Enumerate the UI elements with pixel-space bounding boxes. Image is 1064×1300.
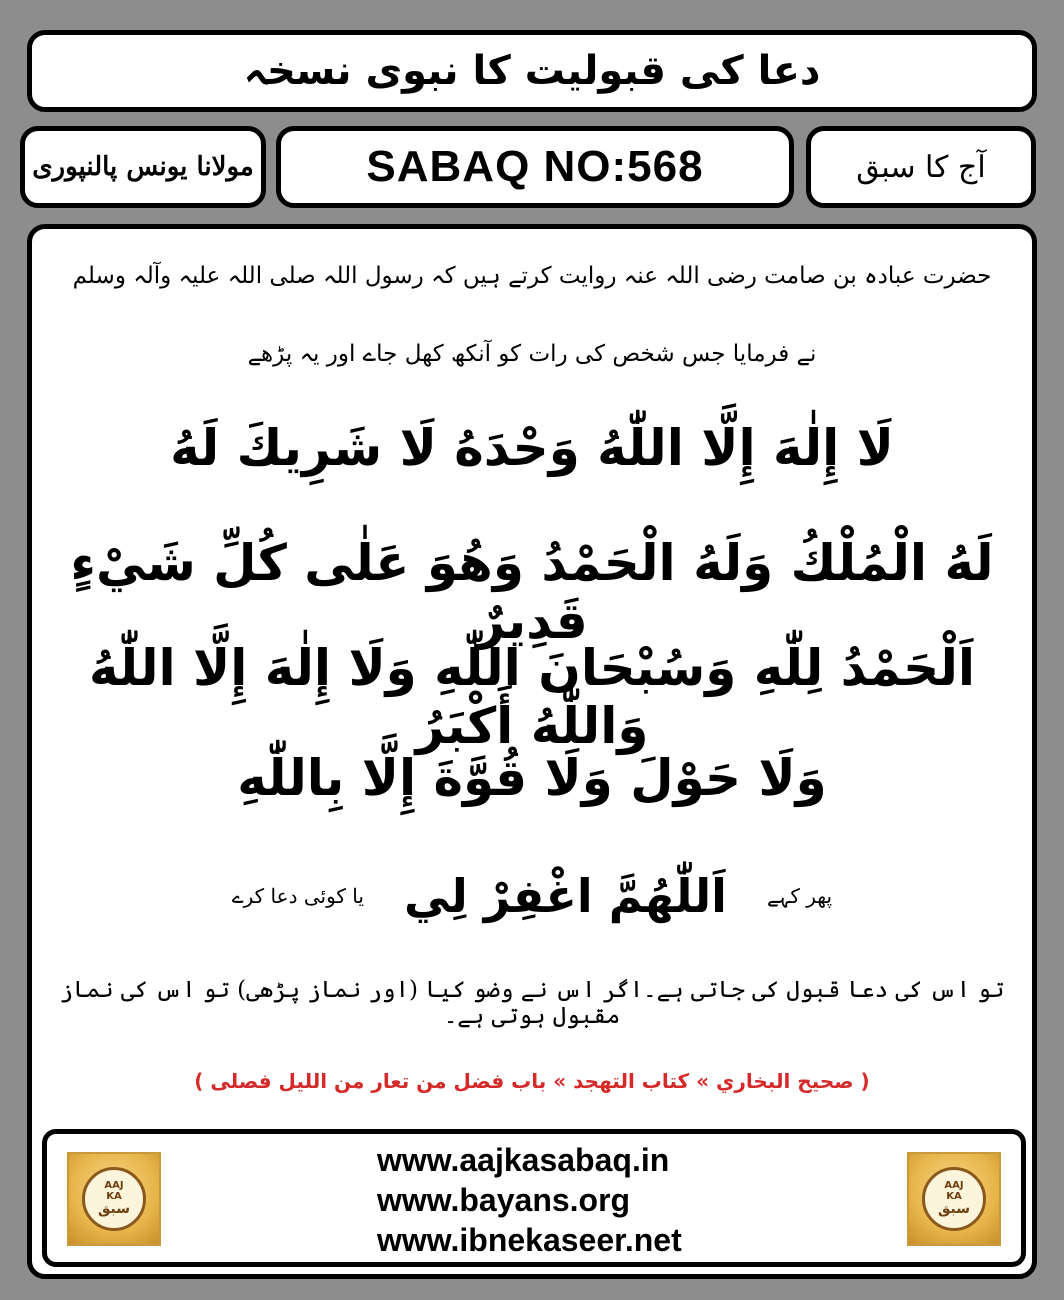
result-text: تو اس کی دعا قبول کی جاتی ہے۔اگر اس نے وضو کیا (اور نماز پڑھی) تو اس کی نماز مقبول ہوتی ہے۔ xyxy=(59,977,1005,1029)
arabic-line-2: لَهُ الْمُلْكُ وَلَهُ الْحَمْدُ وَهُوَ عَلٰى كُلِّ شَيْءٍ قَدِيرٌ xyxy=(70,534,994,650)
logo-badge-icon: AAJ KA سبق xyxy=(922,1167,986,1231)
logo-right xyxy=(907,1152,1001,1246)
website-link[interactable]: www.bayans.org xyxy=(377,1182,631,1218)
or-any-dua-text: یا کوئی دعا کرے xyxy=(231,884,364,908)
logo-left xyxy=(67,1152,161,1246)
today-label: آج کا سبق xyxy=(856,149,986,185)
main-content-box xyxy=(27,224,1037,1279)
arabic-line-3: اَلْحَمْدُ لِلّٰهِ وَسُبْحَانَ اللّٰهِ وَلَا إِلٰهَ إِلَّا اللّٰهُ وَاللّٰهُ أَكْبَرُ xyxy=(88,639,976,755)
footer-box xyxy=(42,1129,1026,1267)
website-link[interactable]: www.aajkasabaq.in xyxy=(377,1142,670,1178)
hadith-reference: ( صحيح البخاري » كتاب التهجد » باب فضل من تعار من الليل فصلى ) xyxy=(194,1069,870,1093)
page-title: دعا کی قبولیت کا نبوی نسخہ xyxy=(243,48,821,94)
narration-line-1: حضرت عبادہ بن صامت رضی اللہ عنہ روایت کرتے ہیں کہ رسول اللہ صلی اللہ علیہ وآلہ وسلم xyxy=(72,263,992,289)
website-list xyxy=(377,1140,682,1260)
arabic-line-4: وَلَا حَوْلَ وَلَا قُوَّةَ إِلَّا بِاللّٰهِ xyxy=(237,749,827,807)
narration-line-2: نے فرمایا جس شخص کی رات کو آنکھ کھل جاے اور یہ پڑھے xyxy=(247,341,817,367)
website-link[interactable]: www.ibnekaseer.net xyxy=(377,1222,682,1258)
author-name: مولانا یونس پالنپوری xyxy=(32,152,254,182)
logo-badge-icon: AAJ KA سبق xyxy=(82,1167,146,1231)
dua-text: اَللّٰهُمَّ اغْفِرْ لِي xyxy=(403,869,727,923)
then-say-text: پھر کہے xyxy=(766,884,833,908)
sabaq-number-box xyxy=(276,126,794,208)
title-box xyxy=(27,30,1037,112)
arabic-line-1: لَا إِلٰهَ إِلَّا اللّٰهُ وَحْدَهُ لَا شَرِيكَ لَهُ xyxy=(170,419,894,477)
dua-row xyxy=(32,869,1032,923)
sabaq-number: SABAQ NO:568 xyxy=(366,142,704,191)
today-label-box xyxy=(806,126,1036,208)
author-box xyxy=(20,126,266,208)
